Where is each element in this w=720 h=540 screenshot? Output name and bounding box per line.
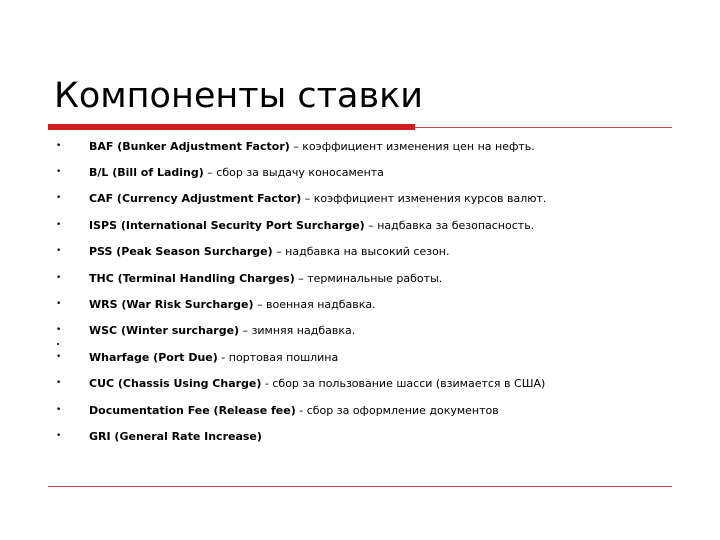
item-term: GRI (General Rate Increase) bbox=[89, 429, 262, 443]
item-term: CUC (Chassis Using Charge) bbox=[89, 377, 262, 391]
bullet-icon: • bbox=[56, 430, 62, 441]
item-description: сбор за выдачу коносамента bbox=[216, 166, 384, 180]
bullet-icon: • bbox=[56, 299, 62, 310]
item-term: CAF (Currency Adjustment Factor) bbox=[89, 192, 302, 206]
list-item bbox=[50, 397, 690, 423]
list-item bbox=[50, 371, 690, 397]
bullet-icon: • bbox=[56, 246, 62, 257]
item-separator: - bbox=[217, 350, 229, 364]
item-term: WSC (Winter surcharge) bbox=[89, 324, 240, 338]
list-item bbox=[50, 212, 690, 238]
item-separator: – bbox=[272, 245, 286, 259]
list-item bbox=[50, 239, 690, 265]
item-term: WRS (War Risk Surcharge) bbox=[89, 298, 254, 312]
item-description: надбавка за безопасность. bbox=[377, 218, 535, 232]
list-item bbox=[50, 159, 690, 185]
slide-title: Компоненты ставки bbox=[54, 76, 424, 116]
bullet-icon: • bbox=[56, 167, 62, 178]
footer-rule bbox=[48, 486, 672, 487]
item-separator: – bbox=[301, 192, 314, 206]
bullet-icon: • bbox=[56, 351, 62, 362]
rate-components-list bbox=[50, 133, 690, 450]
bullet-icon: • bbox=[56, 193, 62, 204]
item-description: военная надбавка. bbox=[265, 298, 376, 312]
item-separator: – bbox=[239, 324, 252, 338]
item-separator: - bbox=[295, 403, 307, 417]
bullet-icon: • bbox=[56, 325, 62, 336]
item-term: Documentation Fee (Release fee) bbox=[89, 403, 296, 417]
item-separator: – bbox=[294, 271, 308, 285]
list-item bbox=[50, 186, 690, 212]
list-item bbox=[50, 318, 690, 344]
bullet-icon: • bbox=[56, 219, 62, 230]
item-description: коэффициент изменения курсов валют. bbox=[313, 192, 547, 206]
list-item bbox=[50, 423, 690, 449]
item-term: Wharfage (Port Due) bbox=[89, 350, 218, 364]
bullet-icon: • bbox=[56, 140, 62, 151]
item-term: BAF (Bunker Adjustment Factor) bbox=[89, 139, 290, 153]
list-item bbox=[50, 344, 690, 370]
list-item bbox=[50, 133, 690, 159]
item-description: коэффициент изменения цен на нефть. bbox=[302, 139, 535, 153]
list-item bbox=[50, 265, 690, 291]
item-term: B/L (Bill of Lading) bbox=[89, 166, 204, 180]
title-underline-accent bbox=[48, 124, 415, 130]
item-term: PSS (Peak Season Surcharge) bbox=[89, 245, 273, 259]
item-separator: – bbox=[289, 139, 303, 153]
item-term: ISPS (International Security Port Surcharge) bbox=[89, 218, 365, 232]
stray-dot bbox=[57, 343, 59, 345]
item-term: THC (Terminal Handling Charges) bbox=[89, 271, 295, 285]
item-separator: – bbox=[253, 298, 266, 312]
bullet-icon: • bbox=[56, 404, 62, 415]
list-item bbox=[50, 291, 690, 317]
item-separator: - bbox=[261, 377, 273, 391]
item-description: портовая пошлина bbox=[228, 350, 339, 364]
item-description: сбор за оформление документов bbox=[306, 403, 499, 417]
bullet-icon: • bbox=[56, 272, 62, 283]
item-description: надбавка на высокий сезон. bbox=[285, 245, 450, 259]
item-separator: – bbox=[364, 218, 378, 232]
bullet-icon: • bbox=[56, 378, 62, 389]
item-description: терминальные работы. bbox=[307, 271, 443, 285]
item-description: зимняя надбавка. bbox=[251, 324, 356, 338]
item-separator: – bbox=[203, 166, 217, 180]
item-description: сбор за пользование шасси (взимается в США) bbox=[272, 377, 546, 391]
